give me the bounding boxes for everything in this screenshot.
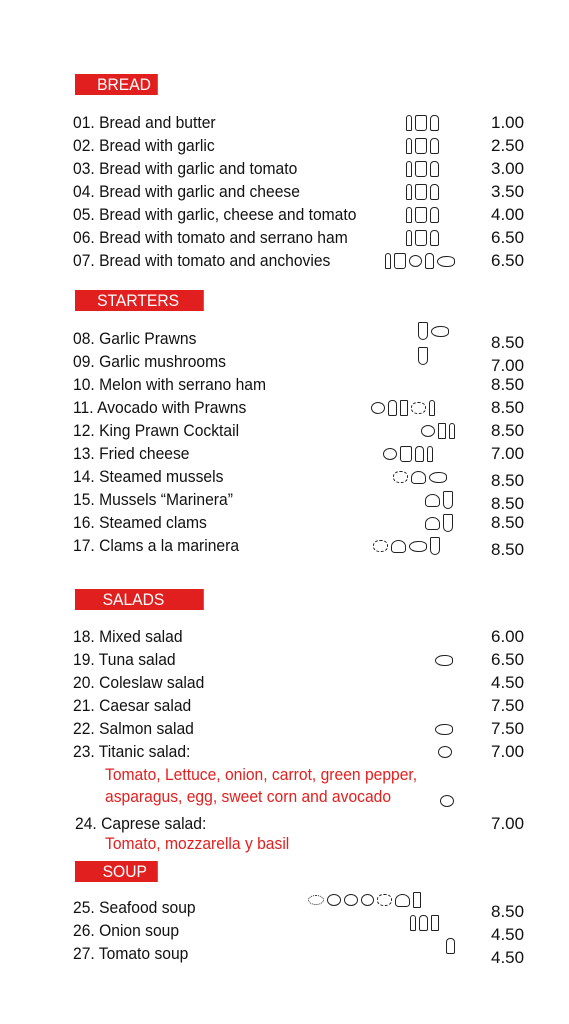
menu-item: 07. Bread with tomato and anchovies 6.50 — [73, 251, 525, 270]
menu-item: 02. Bread with garlic 2.50 — [73, 136, 525, 155]
flask-icon — [443, 491, 453, 509]
soy-icon — [361, 894, 374, 906]
menu-item: 19. Tuna salad 6.50 — [73, 650, 525, 669]
bottle-icon — [425, 253, 434, 269]
wheat-icon — [385, 253, 391, 269]
fish-icon — [429, 472, 447, 483]
menu-item: 13. Fried cheese 7.00 — [73, 444, 525, 463]
menu-item: 26. Onion soup 4.50 — [73, 919, 533, 942]
wheat-icon — [406, 184, 412, 200]
menu-item: 11. Avocado with Prawns 8.50 — [73, 398, 525, 417]
egg-icon — [438, 746, 452, 758]
bottle-icon — [430, 207, 439, 223]
bottle-icon — [430, 138, 439, 154]
item-description: asparagus, egg, sweet corn and avocado — [105, 787, 392, 806]
allergen-icons — [406, 228, 439, 248]
bottle-icon — [415, 446, 424, 462]
menu-item: 20. Coleslaw salad 4.50 — [73, 673, 525, 692]
allergen-icons — [421, 421, 455, 441]
wheat-icon — [406, 161, 412, 177]
allergen-icons — [406, 113, 439, 133]
bottle-icon — [419, 915, 428, 931]
allergen-icons — [308, 890, 421, 910]
allergen-icons — [371, 398, 435, 418]
section-header-bread: BREAD — [75, 74, 158, 95]
menu-item: 23. Titanic salad: 7.00 — [73, 742, 525, 761]
egg-icon — [327, 894, 341, 906]
bottle-icon — [446, 938, 455, 954]
allergen-icons — [383, 444, 433, 464]
bottle-icon — [430, 161, 439, 177]
bottle-icon — [388, 400, 397, 416]
menu-item: 05. Bread with garlic, cheese and tomato 4.00 — [73, 205, 525, 224]
allergen-icons — [406, 182, 439, 202]
menu-item: 04. Bread with garlic and cheese 3.50 — [73, 182, 525, 201]
allergen-icons — [418, 346, 428, 366]
fish-icon — [409, 541, 427, 552]
fish-icon — [435, 655, 453, 666]
fish-icon — [431, 326, 449, 337]
crab-icon — [411, 402, 426, 414]
menu-item: 24. Caprese salad: 7.00 — [75, 814, 525, 833]
bottle-icon — [430, 184, 439, 200]
bottle-icon — [430, 115, 439, 131]
menu-item: 14. Steamed mussels 8.50 — [73, 467, 525, 490]
menu-item: 17. Clams a la marinera 8.50 — [73, 536, 525, 559]
flask-icon — [430, 537, 440, 555]
milk-icon — [394, 253, 406, 269]
flask-icon — [418, 347, 428, 365]
wheat-icon — [406, 115, 412, 131]
soy-icon — [409, 255, 422, 267]
menu-item: 10. Melon with serrano ham 8.50 — [73, 375, 525, 394]
menu-item: 22. Salmon salad 7.50 — [73, 719, 525, 738]
shell-icon — [425, 517, 440, 530]
shell-icon — [425, 494, 440, 507]
milk-icon — [415, 230, 427, 246]
shell-icon — [411, 471, 426, 484]
flask-icon — [443, 514, 453, 532]
egg-icon — [383, 448, 397, 460]
allergen-icons — [393, 467, 447, 487]
allergen-icons — [425, 513, 453, 533]
wheat-icon — [410, 915, 416, 931]
wheat-icon — [406, 230, 412, 246]
bottle-icon — [430, 230, 439, 246]
allergen-icons — [418, 321, 449, 341]
milk-icon — [400, 446, 412, 462]
fish-icon — [435, 724, 453, 735]
crab-icon — [393, 471, 408, 483]
wheat-icon — [449, 423, 455, 439]
wheat-icon — [406, 207, 412, 223]
menu-item: 01. Bread and butter 1.00 — [73, 113, 525, 132]
allergen-icons — [425, 490, 453, 510]
menu-item: 03. Bread with garlic and tomato 3.00 — [73, 159, 525, 178]
menu-item: 25. Seafood soup 8.50 — [73, 896, 533, 919]
celery-icon — [413, 892, 421, 908]
menu-item: 06. Bread with tomato and serrano ham 6.50 — [73, 228, 525, 247]
milk-icon — [415, 115, 427, 131]
menu-item: 15. Mussels “Marinera” 8.50 — [73, 490, 525, 513]
allergen-icons — [435, 650, 453, 670]
section-header-soup: SOUP — [75, 861, 158, 882]
menu-item: 08. Garlic Prawns 8.50 — [73, 327, 533, 350]
menu-item: 18. Mixed salad 6.00 — [73, 627, 525, 646]
menu-item: 16. Steamed clams 8.50 — [73, 513, 525, 532]
section-header-salads: SALADS — [75, 589, 204, 610]
item-description: Tomato, mozzarella y basil — [105, 834, 290, 853]
menu-item: 21. Caesar salad 7.50 — [73, 696, 525, 715]
menu-item: 09. Garlic mushrooms 7.00 — [73, 350, 533, 373]
allergen-icons — [406, 159, 439, 179]
allergen-icons — [385, 251, 455, 271]
allergen-icons — [446, 936, 455, 956]
shell-icon — [395, 894, 410, 907]
wheat-icon — [429, 400, 435, 416]
celery-icon — [431, 915, 439, 931]
milk-icon — [415, 161, 427, 177]
fish-icon — [437, 256, 455, 267]
mustard-icon — [308, 895, 324, 905]
milk-icon — [415, 207, 427, 223]
shell-icon — [391, 540, 406, 553]
celery-icon — [400, 400, 408, 416]
wheat-icon — [406, 138, 412, 154]
flask-icon — [418, 322, 428, 340]
milk-icon — [415, 138, 427, 154]
allergen-icons — [406, 136, 439, 156]
egg-icon — [371, 402, 385, 414]
allergen-icons — [410, 913, 439, 933]
egg-icon — [421, 425, 435, 437]
allergen-icons — [438, 742, 452, 762]
crab-icon — [373, 540, 388, 552]
wheat-icon — [427, 446, 433, 462]
allergen-icons — [373, 536, 440, 556]
egg-icon — [440, 795, 454, 807]
egg-icon — [344, 894, 358, 906]
section-header-starters: STARTERS — [75, 290, 204, 311]
allergen-icons — [435, 719, 453, 739]
milk-icon — [415, 184, 427, 200]
menu-item: 27. Tomato soup 4.50 — [73, 942, 533, 965]
celery-icon — [438, 423, 446, 439]
crab-icon — [377, 894, 392, 906]
item-description: Tomato, Lettuce, onion, carrot, green pepper, — [105, 765, 418, 784]
allergen-icons — [406, 205, 439, 225]
menu-item: 12. King Prawn Cocktail 8.50 — [73, 421, 525, 440]
